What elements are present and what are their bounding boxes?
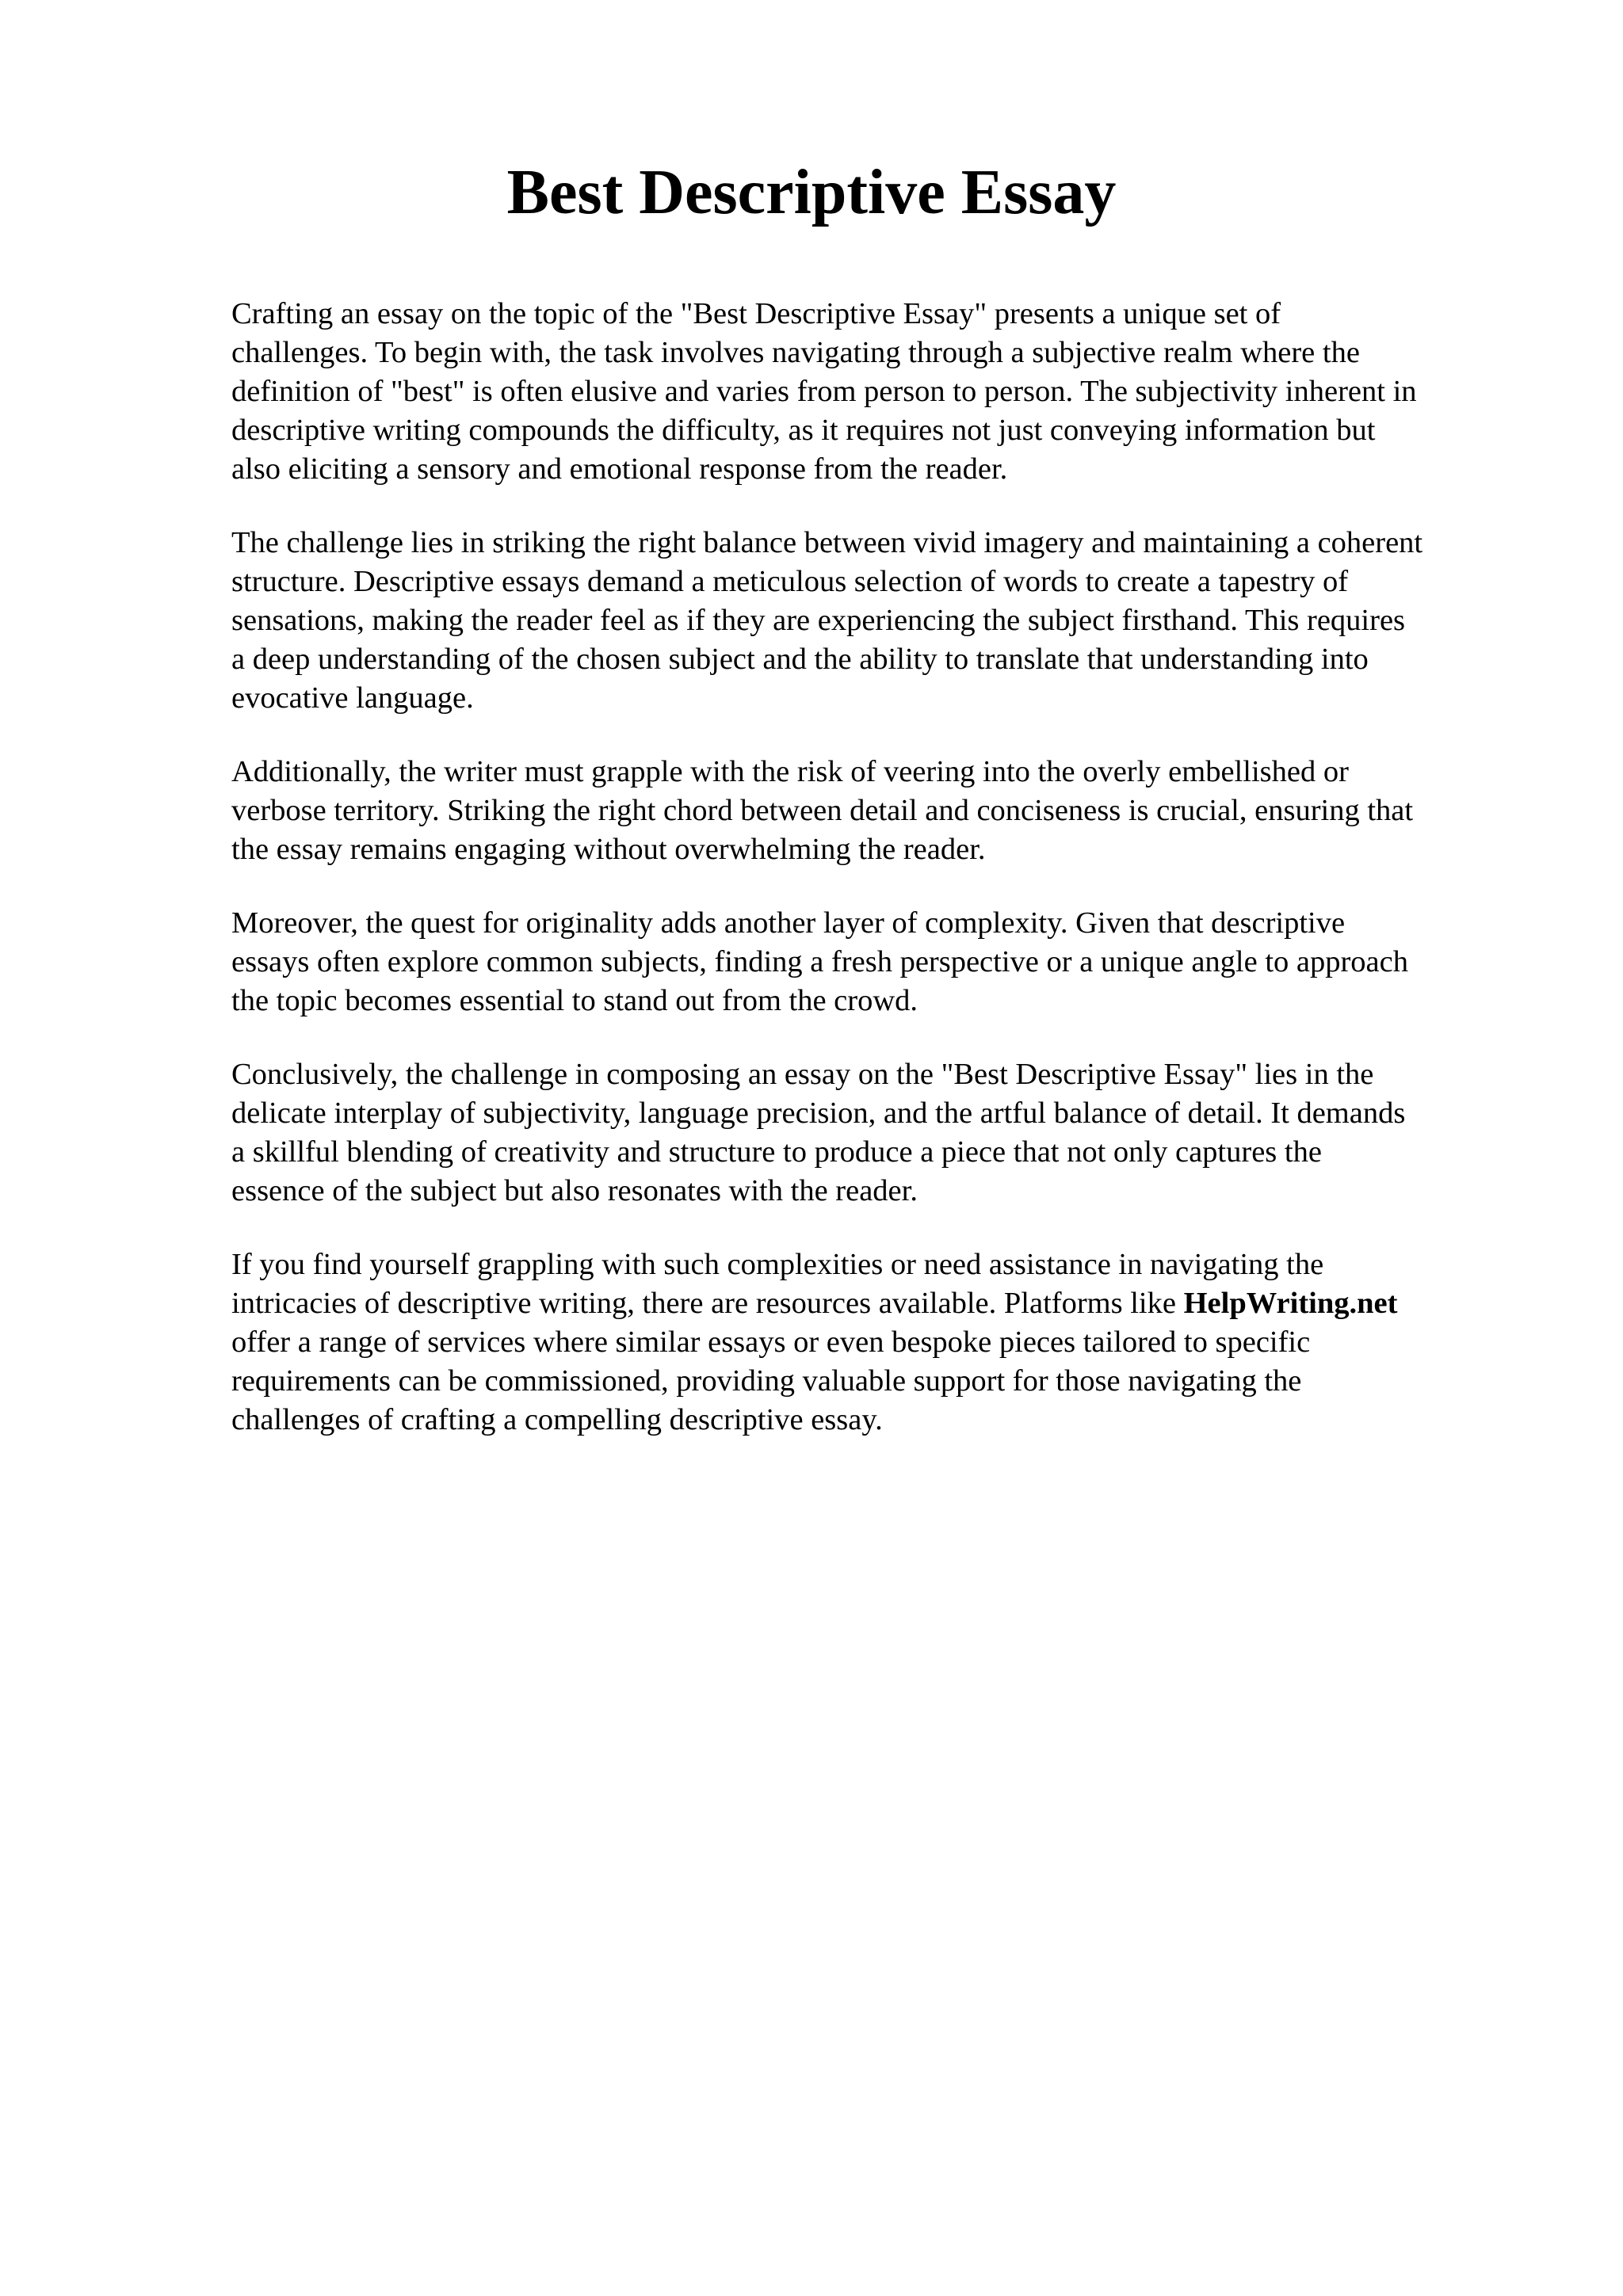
brand-name-link[interactable]: HelpWriting.net	[1183, 1287, 1398, 1320]
text-line: the topic becomes essential to stand out from the crowd.	[231, 984, 918, 1017]
paragraph-5	[231, 1055, 1531, 1211]
text-line: Additionally, the writer must grapple with the risk of veering into the overly embellished or	[231, 755, 1349, 788]
text-line: offer a range of services where similar essays or even bespoke pieces tailored to specific	[231, 1325, 1311, 1359]
paragraph-4	[231, 904, 1531, 1020]
text-line: challenges. To begin with, the task involves navigating through a subjective realm where the	[231, 336, 1360, 369]
paragraph-1	[231, 295, 1531, 489]
text-line: Moreover, the quest for originality adds another layer of complexity. Given that descriptive	[231, 906, 1346, 940]
text-line: essence of the subject but also resonates with the reader.	[231, 1174, 918, 1207]
text-line: structure. Descriptive essays demand a meticulous selection of words to create a tapestry of	[231, 565, 1349, 598]
text-line: descriptive writing compounds the difficulty, as it requires not just conveying information but	[231, 414, 1376, 447]
text-line: requirements can be commissioned, providing valuable support for those navigating the	[231, 1364, 1302, 1398]
text-line: a deep understanding of the chosen subject and the ability to translate that understanding into	[231, 643, 1369, 676]
text-line: the essay remains engaging without overwhelming the reader.	[231, 833, 986, 866]
paragraph-2	[231, 524, 1531, 718]
text-line: If you find yourself grappling with such complexities or need assistance in navigating the	[231, 1248, 1324, 1281]
text-line: sensations, making the reader feel as if they are experiencing the subject firsthand. This requires	[231, 604, 1406, 637]
text-line: delicate interplay of subjectivity, language precision, and the artful balance of detail. It demands	[231, 1097, 1406, 1130]
text-line: a skillful blending of creativity and structure to produce a piece that not only captures the	[231, 1135, 1322, 1169]
paragraph-3	[231, 753, 1531, 869]
text-line: essays often explore common subjects, finding a fresh perspective or a unique angle to approach	[231, 945, 1408, 978]
text-line: also eliciting a sensory and emotional response from the reader.	[231, 452, 1008, 486]
essay-body	[231, 295, 1531, 1474]
paragraph-6	[231, 1245, 1531, 1440]
text-line-prefix: intricacies of descriptive writing, there are resources available. Platforms like	[231, 1287, 1176, 1320]
text-line: challenges of crafting a compelling descriptive essay.	[231, 1403, 883, 1436]
text-line: The challenge lies in striking the right balance between vivid imagery and maintaining a coherent	[231, 526, 1423, 559]
text-line: Conclusively, the challenge in composing an essay on the "Best Descriptive Essay" lies in the	[231, 1058, 1374, 1091]
text-line: definition of "best" is often elusive and varies from person to person. The subjectivity inherent in	[231, 375, 1417, 408]
text-line: Crafting an essay on the topic of the "Best Descriptive Essay" presents a unique set of	[231, 297, 1281, 330]
text-line: evocative language.	[231, 681, 474, 715]
text-line: verbose territory. Striking the right chord between detail and conciseness is crucial, ensuring that	[231, 794, 1414, 827]
text-line	[231, 1284, 1531, 1323]
page-title: Best Descriptive Essay	[506, 158, 1117, 227]
